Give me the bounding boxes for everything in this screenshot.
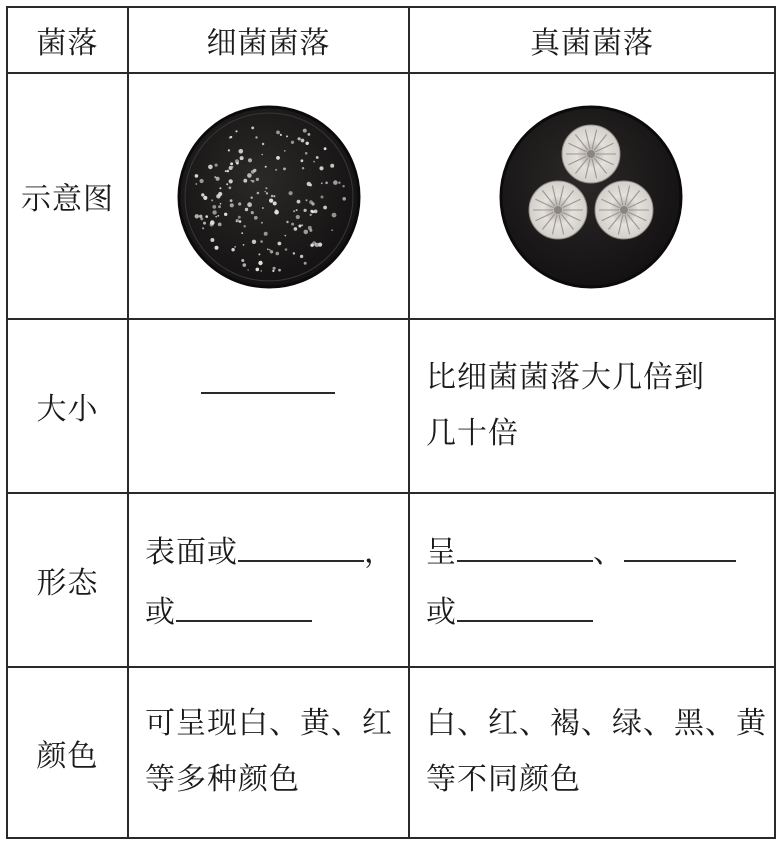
bacteria-colony-dot [321, 182, 323, 184]
bacteria-colony-dot [234, 246, 236, 248]
bacteria-colony-dot [235, 159, 239, 163]
bacteria-colony-dot [205, 215, 208, 218]
bacteria-colony-dot [260, 240, 263, 243]
fungi-shape-line1 [426, 530, 736, 571]
bacteria-colony-dish-icon [176, 104, 362, 290]
bacteria-colony-dot [310, 210, 313, 213]
bacteria-colony-dot [308, 133, 311, 136]
row-label-diagram: 示意图 [21, 182, 114, 217]
bacteria-colony-dot [230, 203, 234, 207]
bacteria-colony-dot [311, 202, 314, 205]
bacteria-colony-dot [271, 195, 274, 198]
bacteria-colony-dot [273, 267, 276, 270]
fungi-size-cell [410, 320, 774, 492]
bacteria-colony-dot [231, 248, 234, 251]
bacteria-colony-dot [264, 191, 266, 193]
bacteria-colony-dot [267, 248, 269, 250]
bacteria-colony-dot [298, 137, 301, 140]
bacteria-colony-dot [304, 230, 309, 235]
bacteria-color-line2: 等多种颜色 [145, 762, 300, 797]
bacteria-colony-dot [236, 219, 239, 222]
bacteria-colony-dot [202, 227, 204, 229]
answer-blank[interactable] [201, 392, 335, 394]
bacteria-colony-dot [251, 170, 255, 174]
bacteria-colony-dot [247, 269, 249, 271]
bacteria-color-cell [129, 668, 408, 837]
fungi-shape-prefix: 呈 [426, 535, 457, 570]
fungal-colony [529, 181, 587, 239]
bacteria-colony-dot [289, 191, 293, 195]
bacteria-colony-dot [251, 197, 253, 199]
fungi-shape-line2 [426, 590, 593, 631]
bacteria-colony-dot [265, 166, 267, 168]
bacteria-colony-dot [276, 131, 280, 135]
bacteria-colony-dot [217, 215, 219, 217]
bacteria-colony-dot [243, 263, 247, 267]
bacteria-colony-dot [316, 156, 319, 159]
row-label-shape: 形态 [36, 566, 99, 601]
bacteria-colony-dot [203, 222, 206, 225]
bacteria-colony-dot [331, 229, 333, 231]
bacteria-colony-dot [330, 164, 334, 168]
bacteria-colony-dot [283, 168, 286, 171]
bacteria-colony-dot [324, 147, 327, 150]
bacteria-colony-dot [240, 156, 244, 160]
bacteria-colony-dot [258, 261, 262, 265]
bacteria-colony-dot [301, 159, 304, 162]
header-fungi-colony: 真菌菌落 [530, 26, 654, 61]
bacteria-colony-dot [258, 253, 260, 255]
bacteria-colony-dot [300, 255, 303, 258]
bacteria-colony-dot [276, 252, 280, 256]
bacteria-colony-dot [215, 164, 218, 167]
bacteria-colony-dot [318, 243, 322, 247]
bacteria-colony-dot [261, 222, 263, 224]
bacteria-colony-dot [218, 223, 222, 227]
bacteria-colony-dot [256, 268, 260, 272]
bacteria-colony-dot [319, 166, 323, 170]
bacteria-colony-dot [211, 199, 213, 201]
answer-blank[interactable] [624, 530, 736, 562]
bacteria-colony-dot [220, 203, 222, 205]
bacteria-colony-dot [265, 187, 267, 189]
bacteria-colony-dot [247, 173, 252, 178]
bacteria-colony-dot [275, 209, 277, 211]
bacteria-colony-dot [342, 185, 344, 187]
fungi-color-line2: 等不同颜色 [426, 762, 581, 797]
bacteria-colony-dot [302, 167, 304, 169]
header-colony: 菌落 [36, 26, 99, 61]
bacteria-size-cell [129, 320, 408, 492]
bacteria-colony-dot [338, 182, 340, 184]
bacteria-colony-dot [272, 270, 274, 272]
bacteria-colony-dot [314, 210, 318, 214]
fungal-colony [562, 125, 620, 183]
bacteria-shape-line2 [145, 590, 312, 631]
bacteria-colony-dot [266, 192, 268, 194]
bacteria-shape-cell [129, 494, 408, 666]
bacteria-colony-dot [195, 174, 199, 178]
bacteria-colony-dot [294, 227, 298, 231]
separator: 、 [593, 535, 624, 570]
bacteria-colony-dot [307, 182, 311, 186]
bacteria-colony-dot [278, 269, 281, 272]
bacteria-colony-dot [224, 213, 227, 216]
bacteria-colony-dot [212, 205, 216, 209]
bacteria-colony-dot [264, 232, 268, 236]
bacteria-colony-dot [215, 246, 219, 250]
bacteria-colony-dot [218, 192, 222, 196]
bacteria-colony-dot [285, 235, 287, 237]
bacteria-colony-dot [216, 177, 220, 181]
bacteria-colony-dot [227, 170, 230, 173]
answer-blank[interactable] [457, 530, 593, 562]
bacteria-colony-dot [291, 141, 294, 144]
bacteria-colony-dot [241, 259, 244, 262]
bacteria-colony-dot [252, 240, 256, 244]
bacteria-colony-dot [305, 152, 308, 155]
bacteria-colony-dot [218, 205, 221, 208]
bacteria-colony-dot [306, 142, 309, 145]
bacteria-colony-dot [261, 154, 263, 156]
bacteria-colony-dot [293, 252, 295, 254]
bacteria-colony-dot [296, 209, 298, 211]
fungal-colony-dish-icon [498, 104, 684, 290]
bacteria-colony-dot [201, 193, 204, 196]
bacteria-colony-dot [219, 187, 221, 189]
bacteria-colony-dot [342, 197, 346, 201]
bacteria-colony-dot [270, 250, 273, 253]
fungi-shape-cell [410, 494, 774, 666]
bacteria-colony-dot [248, 158, 252, 162]
bacteria-colony-dot [230, 199, 233, 202]
table-border-right [774, 6, 776, 839]
bacteria-colony-dot [238, 216, 241, 219]
bacteria-colony-dot [238, 202, 241, 205]
bacteria-colony-dot [278, 242, 282, 246]
bacteria-colony-dot [243, 244, 245, 246]
bacteria-colony-dot [251, 211, 254, 214]
fungi-size-text-line1: 比细菌菌落大几倍到 [426, 360, 705, 395]
bacteria-colony-dot [212, 210, 216, 214]
bacteria-colony-dot [286, 135, 288, 137]
bacteria-colony-dot [241, 232, 243, 234]
bacteria-colony-dot [273, 201, 277, 205]
bacteria-colony-dot [333, 180, 338, 185]
bacteria-shape-prefix: 表面或 [145, 535, 238, 570]
fungi-color-line1: 白、红、褐、绿、黑、黄 [426, 706, 767, 741]
bacteria-colony-dot [195, 214, 199, 218]
bacteria-colony-dot [325, 182, 328, 185]
comma: ， [364, 535, 395, 570]
bacteria-colony-dot [229, 186, 232, 189]
bacteria-colony-dot [244, 225, 246, 227]
or-text: 或 [426, 595, 457, 630]
bacteria-colony-dot [256, 178, 259, 181]
bacteria-colony-dot [200, 217, 203, 220]
bacteria-colony-dot [296, 215, 300, 219]
bacteria-colony-dot [303, 129, 307, 133]
bacteria-colony-dot [285, 248, 288, 251]
answer-blank[interactable] [457, 590, 593, 622]
bacteria-colony-dot [228, 149, 230, 151]
bacteria-colony-dot [262, 207, 264, 209]
bacteria-colony-dot [291, 223, 294, 226]
bacteria-colony-dot [293, 210, 295, 212]
bacteria-shape-line1 [145, 530, 395, 571]
bacteria-colony-dot [304, 209, 307, 212]
bacteria-colony-dot [308, 226, 312, 230]
bacteria-colony-dot [210, 238, 214, 242]
bacteria-colony-dot [260, 270, 262, 272]
row-label-size: 大小 [36, 392, 99, 427]
bacteria-colony-dot [195, 183, 197, 185]
bacteria-colony-dot [269, 249, 271, 251]
bacteria-colony-dot [275, 169, 277, 171]
bacteria-colony-dot [210, 223, 214, 227]
bacteria-colony-dot [321, 196, 324, 199]
bacteria-colony-dot [310, 214, 312, 216]
bacteria-colony-dot [284, 150, 286, 152]
bacteria-colony-dot [304, 262, 307, 265]
bacteria-colony-dot [254, 216, 258, 220]
fungal-colony [595, 181, 653, 239]
bacteria-colony-dot [323, 206, 327, 210]
bacteria-colony-dot [306, 199, 308, 201]
bacteria-colony-dot [208, 165, 213, 170]
bacteria-colony-dot [251, 127, 254, 130]
fungi-size-text-line2: 几十倍 [426, 416, 519, 451]
bacteria-colony-dot [280, 134, 282, 136]
bacteria-colony-dot [313, 161, 315, 163]
bacteria-colony-dot [239, 220, 242, 223]
bacteria-colony-dot [269, 199, 273, 203]
bacteria-colony-dot [262, 143, 264, 145]
bacteria-colony-dot [226, 183, 228, 185]
answer-blank[interactable] [176, 590, 312, 622]
header-bacteria-colony: 细菌菌落 [206, 26, 331, 61]
bacteria-colony-dot [229, 179, 233, 183]
bacteria-colony-dot [247, 202, 252, 207]
bacteria-colony-dot [229, 137, 231, 139]
row-label-color: 颜色 [36, 738, 99, 774]
bacteria-colony-dot [286, 221, 288, 223]
table-border-bottom [6, 837, 776, 839]
bacteria-colony-dot [310, 244, 313, 247]
bacteria-colony-dot [276, 156, 280, 160]
bacteria-colony-dot [298, 225, 301, 228]
bacteria-colony-dot [200, 179, 204, 183]
bacteria-colony-dot [203, 196, 207, 200]
bacteria-colony-dot [239, 149, 244, 154]
bacteria-colony-dot [232, 166, 234, 168]
bacteria-colony-dot [297, 200, 301, 204]
fungi-color-cell [410, 668, 774, 837]
bacteria-colony-dot [251, 180, 253, 182]
bacteria-colony-dot [225, 170, 227, 172]
or-text: 或 [145, 595, 176, 630]
bacteria-colony-dot [255, 136, 257, 138]
answer-blank[interactable] [238, 530, 364, 562]
bacteria-colony-dot [215, 216, 217, 218]
bacteria-colony-dot [332, 213, 337, 218]
bacteria-colony-dot [243, 179, 247, 183]
bacteria-colony-dot [273, 195, 275, 197]
bacteria-colony-dot [230, 162, 233, 165]
bacteria-color-line1: 可呈现白、黄、红 [145, 706, 393, 741]
bacteria-colony-dot [301, 139, 305, 143]
bacteria-colony-dot [235, 130, 237, 132]
bacteria-colony-dot [257, 192, 260, 195]
bacteria-colony-dot [245, 208, 248, 211]
